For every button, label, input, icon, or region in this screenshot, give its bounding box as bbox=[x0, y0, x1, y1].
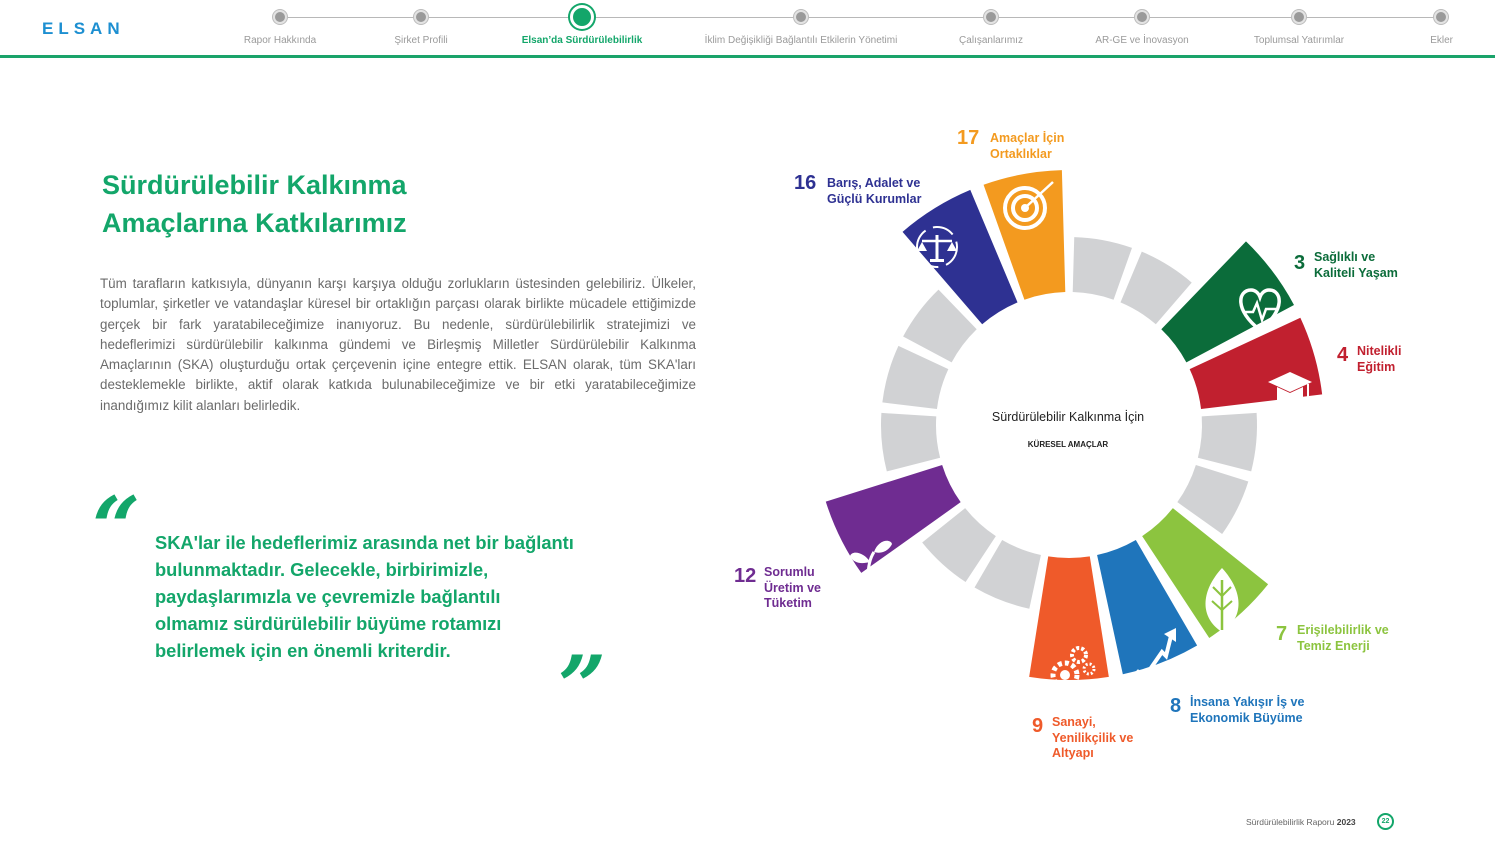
goal-number: 7 bbox=[1276, 623, 1288, 645]
sdg-segment-inactive bbox=[1073, 237, 1132, 300]
sdg-segment-inactive bbox=[882, 346, 948, 409]
goal-name: Sağlıklı ve Kaliteli Yaşam bbox=[1314, 250, 1398, 280]
nav-step-label: Toplumsal Yatırımlar bbox=[1253, 35, 1345, 46]
footer-report-name bbox=[1246, 817, 1356, 827]
elsan-logo[interactable]: ELSAN bbox=[42, 19, 125, 38]
wheel-center-subtitle: KÜRESEL AMAÇLAR bbox=[1027, 440, 1109, 449]
wheel-center-title: Sürdürülebilir Kalkınma İçin bbox=[991, 410, 1145, 424]
goal-number: 3 bbox=[1294, 252, 1306, 274]
open-quote-icon: “ bbox=[92, 478, 141, 577]
goal-name: Barış, Adalet ve Güçlü Kurumlar bbox=[827, 176, 922, 206]
nav-step-label: Şirket Profili bbox=[394, 35, 448, 46]
goal-name: Sanayi, Yenilikçilik ve Altyapı bbox=[1052, 715, 1134, 760]
footer-report-label: Sürdürülebilirlik Raporu bbox=[1246, 817, 1335, 827]
close-quote-icon: ” bbox=[558, 637, 607, 736]
page-number-badge: 22 bbox=[1377, 813, 1394, 830]
goal-name: Amaçlar İçin Ortaklıklar bbox=[990, 131, 1065, 161]
page-title: Sürdürülebilir Kalkınma Amaçlarına Katkılarımız bbox=[102, 170, 407, 238]
goal-number: 17 bbox=[957, 127, 980, 149]
nav-step-label: Elsan’da Sürdürülebilirlik bbox=[521, 35, 643, 46]
nav-step-label: AR-GE ve İnovasyon bbox=[1095, 35, 1189, 46]
goal-number: 16 bbox=[794, 172, 817, 194]
nav-step-label: İklim Değişikliği Bağlantılı Etkilerin Yönetimi bbox=[704, 35, 898, 46]
goal-name: Nitelikli Eğitim bbox=[1357, 344, 1402, 374]
sdg-segment-inactive bbox=[881, 413, 940, 471]
goal-number: 8 bbox=[1170, 695, 1182, 717]
goal-number: 9 bbox=[1032, 715, 1044, 737]
goal-name: Erişilebilirlik ve Temiz Enerji bbox=[1297, 623, 1389, 653]
goal-name: İnsana Yakışır İş ve Ekonomik Büyüme bbox=[1190, 695, 1305, 725]
goal-number: 12 bbox=[734, 565, 757, 587]
nav-step-label: Ekler bbox=[1430, 35, 1453, 46]
highlight-quote: SKA'lar ile hedeflerimiz arasında net bir bağlantı bulunmaktadır. Gelecekle, birbirimizle, paydaşlarımızla ve çevremizle bağlantılı olmamız sürdürülebilir büyüme rotamızı belirlemek için en önemli kriterdir. bbox=[155, 532, 574, 661]
footer-report-year: 2023 bbox=[1336, 817, 1356, 827]
goal-number: 4 bbox=[1337, 344, 1349, 366]
goal-name: Sorumlu Üretim ve Tüketim bbox=[764, 565, 821, 610]
sdg-segment-inactive bbox=[1198, 413, 1257, 471]
intro-paragraph: Tüm tarafların katkısıyla, dünyanın karşı karşıya olduğu zorlukların üstesinden gelebiliriz. Ülkeler, toplumlar, şirketler ve vatandaşlar küresel bir ortaklığın parçası olarak birlikte mücadele ettiğimizde gerçek bir fark yaratabileceğimize inanıyoruz. Bu nedenle, sürdürülebilirlik stratejimizi ve hedeflerimizi sürdürülebilir kalkınma gündemi ve Birleşmiş Milletler Sürdürülebilir Kalkınma Amaçlarının (SKA) oluşturduğu ortak çerçevenin içine entegre ettik. ELSAN olarak, tüm SKA'ları desteklemekle birlikte, aktif olarak katkıda bulunabileceğimize ve bir etki yaratabileceğimize inandığımız kilit alanları belirledik. bbox=[100, 276, 696, 413]
nav-step-label: Çalışanlarımız bbox=[959, 35, 1023, 46]
nav-step-label: Rapor Hakkında bbox=[243, 35, 317, 46]
